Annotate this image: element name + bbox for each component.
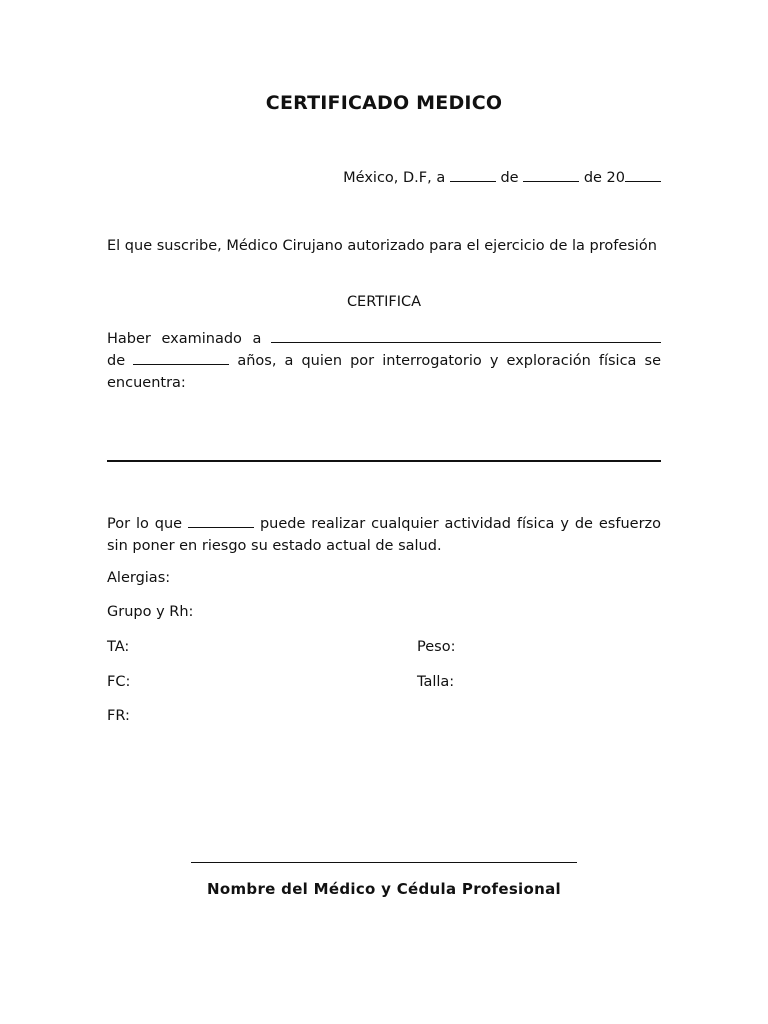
date-line bbox=[343, 169, 661, 186]
grupo-rh-label: Grupo y Rh: bbox=[107, 604, 194, 620]
age-de: de bbox=[107, 353, 126, 369]
intro-paragraph: El que suscribe, Médico Cirujano autorizado para el ejercicio de la profesión bbox=[107, 238, 657, 254]
date-place: México, D.F, a bbox=[343, 170, 446, 186]
capacity-rest: puede realizar cualquier actividad física y de esfuerzo sin poner en riesgo su estado actual de salud. bbox=[107, 516, 662, 554]
date-de-month: de bbox=[500, 170, 519, 186]
peso-label: Peso: bbox=[417, 639, 456, 655]
capacity-lead: Por lo que bbox=[107, 516, 183, 532]
age-paragraph bbox=[107, 350, 661, 394]
examined-line bbox=[107, 328, 661, 347]
capacity-paragraph bbox=[107, 513, 661, 557]
signature-caption: Nombre del Médico y Cédula Profesional bbox=[207, 880, 561, 898]
capacity-blank bbox=[188, 515, 254, 528]
document-title: CERTIFICADO MEDICO bbox=[265, 92, 503, 114]
fc-label: FC: bbox=[107, 674, 131, 690]
month-blank bbox=[523, 169, 579, 182]
age-blank bbox=[133, 352, 229, 365]
examined-label: Haber examinado a bbox=[107, 331, 262, 347]
signature-line bbox=[191, 862, 577, 863]
day-blank bbox=[450, 169, 496, 182]
date-de-year: de 20 bbox=[583, 170, 625, 186]
talla-label: Talla: bbox=[417, 674, 455, 690]
year-blank bbox=[625, 169, 661, 182]
certifica-heading: CERTIFICA bbox=[346, 294, 422, 310]
ta-label: TA: bbox=[107, 639, 130, 655]
findings-line bbox=[107, 460, 661, 462]
patient-name-blank bbox=[271, 328, 661, 343]
alergias-label: Alergias: bbox=[107, 570, 171, 586]
age-rest: años, a quien por interrogatorio y exploración física se encuentra: bbox=[107, 353, 662, 391]
fr-label: FR: bbox=[107, 708, 130, 724]
